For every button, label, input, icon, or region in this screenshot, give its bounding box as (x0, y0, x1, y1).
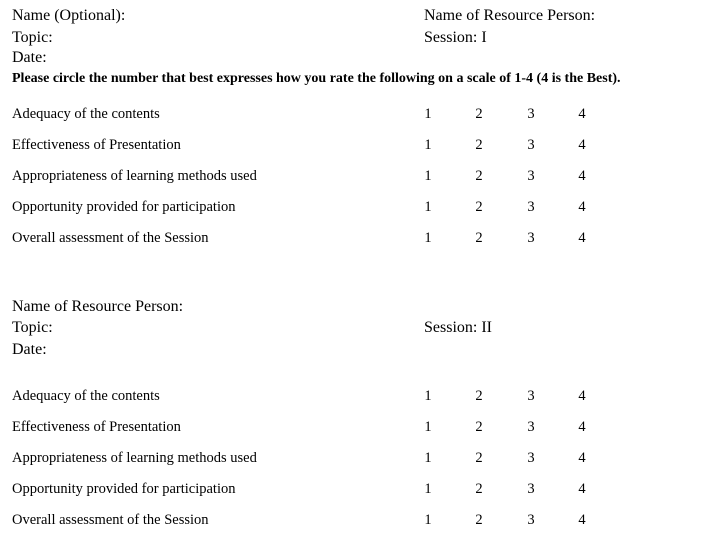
rating-option-1[interactable]: 1 (424, 512, 432, 528)
rating-option-1[interactable]: 1 (424, 230, 432, 246)
criterion-label: Opportunity provided for participation (12, 481, 236, 497)
rating-option-2[interactable]: 2 (475, 388, 483, 404)
rating-option-1[interactable]: 1 (424, 450, 432, 466)
criterion-label: Opportunity provided for participation (12, 199, 236, 215)
rating-option-1[interactable]: 1 (424, 419, 432, 435)
rating-option-4[interactable]: 4 (578, 106, 586, 122)
rating-option-1[interactable]: 1 (424, 137, 432, 153)
session2-date-label: Date: (12, 341, 47, 358)
rating-option-4[interactable]: 4 (578, 450, 586, 466)
instructions-text: Please circle the number that best expresses how you rate the following on a scale of 1-4 (4 is the Best). (12, 71, 621, 86)
name-optional-label: Name (Optional): (12, 7, 126, 24)
criterion-label: Overall assessment of the Session (12, 230, 209, 246)
rating-option-4[interactable]: 4 (578, 388, 586, 404)
rating-option-2[interactable]: 2 (475, 168, 483, 184)
rating-option-2[interactable]: 2 (475, 106, 483, 122)
session2-session-label: Session: II (424, 319, 492, 336)
session-label: Session: I (424, 29, 487, 46)
rating-option-3[interactable]: 3 (527, 419, 535, 435)
rating-option-2[interactable]: 2 (475, 137, 483, 153)
session2-resource-person-label: Name of Resource Person: (12, 298, 184, 315)
rating-option-4[interactable]: 4 (578, 199, 586, 215)
rating-option-4[interactable]: 4 (578, 512, 586, 528)
rating-option-1[interactable]: 1 (424, 388, 432, 404)
rating-option-3[interactable]: 3 (527, 512, 535, 528)
rating-option-3[interactable]: 3 (527, 137, 535, 153)
criterion-label: Appropriateness of learning methods used (12, 450, 257, 466)
rating-option-3[interactable]: 3 (527, 230, 535, 246)
criterion-label: Adequacy of the contents (12, 388, 160, 404)
rating-option-4[interactable]: 4 (578, 137, 586, 153)
date-label: Date: (12, 49, 47, 66)
rating-option-3[interactable]: 3 (527, 388, 535, 404)
rating-option-2[interactable]: 2 (475, 199, 483, 215)
rating-option-2[interactable]: 2 (475, 481, 483, 497)
rating-option-2[interactable]: 2 (475, 230, 483, 246)
rating-option-1[interactable]: 1 (424, 168, 432, 184)
rating-option-4[interactable]: 4 (578, 419, 586, 435)
rating-option-2[interactable]: 2 (475, 512, 483, 528)
resource-person-label: Name of Resource Person: (424, 7, 596, 24)
rating-option-3[interactable]: 3 (527, 481, 535, 497)
topic-label: Topic: (12, 29, 53, 46)
criterion-label: Effectiveness of Presentation (12, 137, 181, 153)
rating-option-4[interactable]: 4 (578, 230, 586, 246)
criterion-label: Appropriateness of learning methods used (12, 168, 257, 184)
rating-option-1[interactable]: 1 (424, 481, 432, 497)
rating-option-3[interactable]: 3 (527, 450, 535, 466)
rating-option-3[interactable]: 3 (527, 199, 535, 215)
criterion-label: Adequacy of the contents (12, 106, 160, 122)
rating-option-2[interactable]: 2 (475, 450, 483, 466)
rating-option-1[interactable]: 1 (424, 199, 432, 215)
criterion-label: Overall assessment of the Session (12, 512, 209, 528)
rating-option-4[interactable]: 4 (578, 168, 586, 184)
session2-topic-label: Topic: (12, 319, 53, 336)
rating-option-3[interactable]: 3 (527, 106, 535, 122)
rating-option-3[interactable]: 3 (527, 168, 535, 184)
rating-option-2[interactable]: 2 (475, 419, 483, 435)
rating-option-1[interactable]: 1 (424, 106, 432, 122)
rating-option-4[interactable]: 4 (578, 481, 586, 497)
criterion-label: Effectiveness of Presentation (12, 419, 181, 435)
